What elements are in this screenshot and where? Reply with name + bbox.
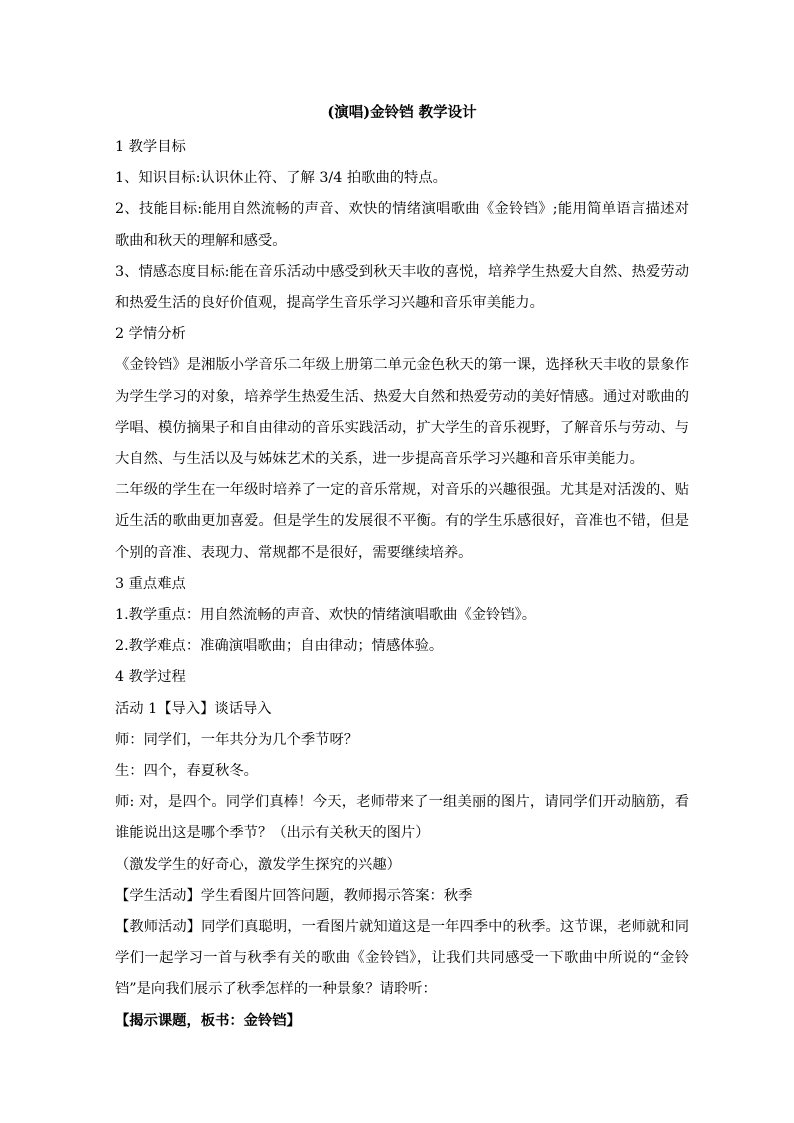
activity-heading: 活动 1【导入】谈话导入 — [115, 700, 272, 717]
dialogue-student-answer: 生：四个，春夏秋冬。 — [115, 763, 258, 780]
paragraph-song-analysis: 《金铃铛》是湘版小学音乐二年级上册第二单元金色秋天的第一课，选择秋天丰收的景象作为学生学习的对象，培养学生热爱生活、热爱大自然和热爱劳动的美好情感。通过对歌曲的学唱、模仿摘果子和自由律动的音乐实践活动，扩大学生的音乐视野，了解音乐与劳动、与大自然、与生活以及与姊妹艺术的关系，进一步提高音乐学习兴趣和音乐审美能力。 — [115, 357, 689, 468]
document-content — [115, 102, 689, 1037]
paragraph-skill-goal: 2、技能目标:能用自然流畅的声音、欢快的情绪演唱歌曲《金铃铛》;能用简单语言描述对歌曲和秋天的理解和感受。 — [115, 201, 689, 249]
paragraph-difficulty: 2.教学难点：准确演唱歌曲；自由律动；情感体验。 — [115, 638, 444, 655]
document-title: (演唱)金铃铛 教学设计 — [327, 104, 477, 121]
teacher-activity: 【教师活动】同学们真聪明，一看图片就知道这是一年四季中的秋季。这节课，老师就和同学们一起学习一首与秋季有关的歌曲《金铃铛》，让我们共同感受一下歌曲中所说的“金铃铛”是向我们展示了秋季怎样的一种景象？请聆听： — [115, 919, 689, 998]
paragraph-key-point: 1.教学重点：用自然流畅的声音、欢快的情绪演唱歌曲《金铃铛》。 — [115, 607, 537, 624]
section-heading-key-points: 3 重点难点 — [115, 575, 186, 592]
board-topic: 【揭示课题，板书：金铃铛】 — [115, 1012, 301, 1029]
section-heading-teaching-process: 4 教学过程 — [115, 669, 186, 686]
paragraph-emotion-goal: 3、情感态度目标:能在音乐活动中感受到秋天丰收的喜悦，培养学生热爱大自然、热爱劳动和热爱生活的良好价值观，提高学生音乐学习兴趣和音乐审美能力。 — [115, 263, 689, 312]
dialogue-teacher-question: 师：同学们，一年共分为几个季节呀？ — [115, 731, 359, 748]
paragraph-student-analysis: 二年级的学生在一年级时培养了一定的音乐常规，对音乐的兴趣很强。尤其是对活泼的、贴近生活的歌曲更加喜爱。但是学生的发展很不平衡。有的学生乐感很好，音准也不错，但是个别的音准、表现力、常规都不是很好，需要继续培养。 — [115, 482, 689, 561]
dialogue-teacher-picture: 师: 对，是四个。同学们真棒！今天，老师带来了一组美丽的图片，请同学们开动脑筋，看谁能说出这是哪个季节？（出示有关秋天的图片） — [115, 794, 689, 842]
paragraph-knowledge-goal: 1、知识目标:认识休止符、了解 3/4 拍歌曲的特点。 — [115, 170, 447, 187]
section-heading-learning-analysis: 2 学情分析 — [115, 326, 186, 343]
activity-purpose: （激发学生的好奇心，激发学生探究的兴趣） — [115, 856, 401, 873]
section-heading-teaching-goals: 1 教学目标 — [115, 139, 186, 155]
student-activity: 【学生活动】学生看图片回答问题，教师揭示答案：秋季 — [115, 887, 473, 904]
